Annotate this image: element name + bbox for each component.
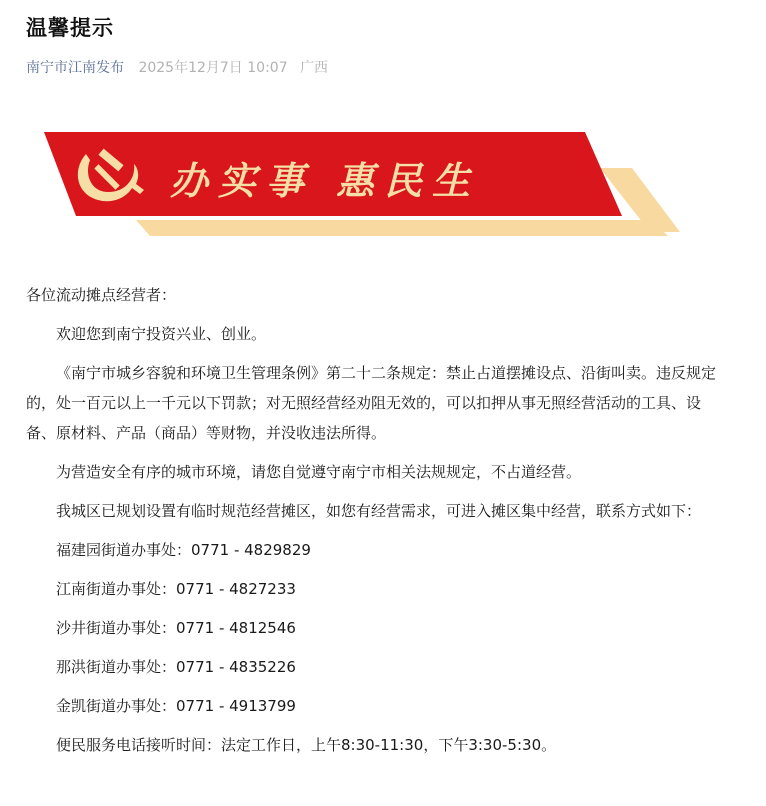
article-meta: [26, 57, 328, 77]
publish-region: 广西: [300, 60, 329, 76]
contact-line: 金凯街道办事处：0771 - 4913799: [56, 697, 296, 715]
banner-stripe: [136, 220, 668, 236]
paragraph: 欢迎您到南宁投资兴业、创业。: [56, 325, 267, 343]
banner-slogan-right: 惠民生: [336, 158, 481, 203]
paragraph: 我城区已规划设置有临时规范经营摊区，如您有经营需求，可进入摊区集中经营，联系方式如下：: [56, 502, 702, 520]
greeting: 各位流动摊点经营者：: [26, 286, 177, 304]
service-hours: 便民服务电话接听时间：法定工作日，上午8:30-11:30，下午3:30-5:30。: [56, 736, 557, 754]
banner-slogan: [170, 150, 480, 205]
paragraph: 《南宁市城乡容貌和环境卫生管理条例》第二十二条规定：禁止占道摆摊设点、沿街叫卖。违反规定的，处一百元以上一千元以下罚款；对无照经营经劝阻无效的，可以扣押从事无照经营活动的工具、设备、原材料、产品（商品）等财物，并没收违法所得。: [26, 364, 717, 442]
contact-line: 那洪街道办事处：0771 - 4835226: [56, 658, 296, 676]
contact-line: 江南街道办事处：0771 - 4827233: [56, 580, 296, 598]
contact-line: 福建园街道办事处：0771 - 4829829: [56, 541, 311, 559]
banner-image: [40, 128, 680, 240]
source-link[interactable]: 南宁市江南发布: [26, 60, 124, 76]
contact-line: 沙井街道办事处：0771 - 4812546: [56, 619, 296, 637]
article-title: 温馨提示: [26, 16, 114, 40]
publish-date: 2025年12月7日 10:07: [138, 60, 288, 76]
paragraph: 为营造安全有序的城市环境，请您自觉遵守南宁市相关法规规定，不占道经营。: [56, 463, 582, 481]
article-body: [26, 280, 716, 769]
banner-slogan-left: 办实事: [170, 158, 315, 203]
